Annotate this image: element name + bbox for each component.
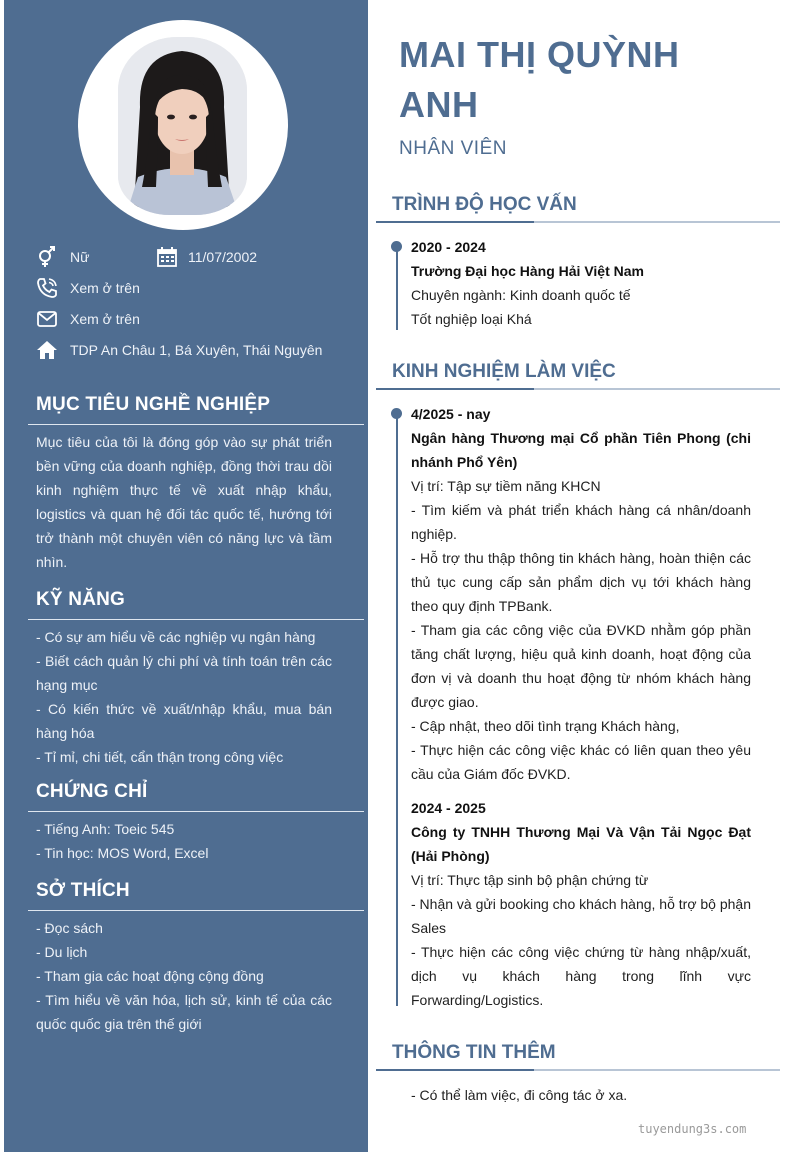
dob-text: 11/07/2002 [188,249,258,265]
gender-icon [36,246,58,268]
job-date: 4/2025 - nay [411,406,491,422]
timeline-line [396,413,398,1006]
address-text: TDP An Châu 1, Bá Xuyên, Thái Nguyên [70,342,323,358]
list-item: - Có sự am hiểu về các nghiệp vụ ngân hàng [36,629,316,645]
phone-row [36,277,140,299]
list-item: - Du lịch [36,944,88,960]
experience-entry [411,796,751,1012]
address-row [36,339,322,361]
home-icon [36,339,58,361]
job-task: - Thực hiện các công việc chứng từ hàng nhập/xuất, dịch vụ khách hàng trong lĩnh vực Forwarding/Logistics. [411,944,751,1008]
job-task: - Hỗ trợ thu thập thông tin khách hàng, hoàn thiện các thủ tục cung cấp sản phẩm dịch vụ tới khách hàng theo quy định TPBank. [411,550,751,614]
education-entry [411,235,751,331]
skills-list [36,625,332,769]
gender-text: Nữ [70,249,90,265]
avatar-frame [78,20,288,230]
list-item: - Tìm hiểu về văn hóa, lịch sử, kinh tế của các quốc quốc gia trên thế giới [36,992,332,1032]
certificates-divider [28,811,364,812]
phone-text: Xem ở trên [70,280,140,296]
dob-row [156,246,257,268]
hobbies-list [36,916,332,1036]
skills-divider [28,619,364,620]
education-divider-accent [376,221,534,223]
timeline-line [396,246,398,330]
job-task: - Thực hiện các công việc khác có liên quan theo yêu cầu của Giám đốc ĐVKD. [411,742,751,782]
job-company: Công ty TNHH Thương Mại Và Vận Tải Ngọc Đạt (Hải Phòng) [411,824,751,864]
job-task: - Cập nhật, theo dõi tình trạng Khách hàng, [411,718,680,734]
email-row [36,308,140,330]
list-item: - Tham gia các hoạt động cộng đồng [36,968,264,984]
education-date: 2020 - 2024 [411,239,486,255]
job-position: Vị trí: Tập sự tiềm năng KHCN [411,478,601,494]
job-task: - Nhận và gửi booking cho khách hàng, hỗ trợ bộ phận Sales [411,896,751,936]
objective-heading: MỤC TIÊU NGHỀ NGHIỆP [36,394,271,415]
additional-text: - Có thể làm việc, đi công tác ở xa. [411,1087,628,1103]
job-task: - Tham gia các công việc của ĐVKD nhằm góp phần tăng chất lượng, hiệu quả kinh doanh, hoạt động của đơn vị và doanh thu hoạt động từ nhóm khách hàng được giao. [411,622,751,710]
education-heading: TRÌNH ĐỘ HỌC VẤN [392,194,577,215]
hobbies-heading: SỞ THÍCH [36,880,130,901]
list-item: - Biết cách quản lý chi phí và tính toán trên các hạng mục [36,653,332,693]
list-item: - Có kiến thức về xuất/nhập khẩu, mua bán hàng hóa [36,701,332,741]
list-item: - Tin học: MOS Word, Excel [36,845,209,861]
hobbies-divider [28,910,364,911]
objective-divider [28,424,364,425]
skills-heading: KỸ NĂNG [36,589,126,610]
watermark: tuyendung3s.com [638,1122,747,1136]
additional-heading: THÔNG TIN THÊM [392,1042,556,1063]
certificates-list [36,817,332,865]
job-position: Vị trí: Thực tập sinh bộ phận chứng từ [411,872,649,888]
education-grade: Tốt nghiệp loại Khá [411,311,532,327]
job-task: - Tìm kiếm và phát triển khách hàng cá nhân/doanh nghiệp. [411,502,751,542]
gender-row [36,246,89,268]
education-school: Trường Đại học Hàng Hải Việt Nam [411,263,644,279]
candidate-name: MAI THỊ QUỲNH ANH [399,34,680,125]
objective-text: Mục tiêu của tôi là đóng góp vào sự phát triển bền vững của doanh nghiệp, đồng thời trau dồi kinh nghiệm thực tế về xuất nhập khẩu, logistics và quan hệ đối tác quốc tế, hướng tới trở thành một chuyên viên có năng lực và tầm nhìn. [36,434,332,570]
calendar-icon [156,246,178,268]
job-company: Ngân hàng Thương mại Cổ phần Tiên Phong (chi nhánh Phổ Yên) [411,430,751,470]
list-item: - Đọc sách [36,920,103,936]
experience-entry [411,402,751,786]
list-item: - Tỉ mỉ, chi tiết, cẩn thận trong công việc [36,749,284,765]
job-date: 2024 - 2025 [411,800,486,816]
phone-icon [36,277,58,299]
additional-divider-accent [376,1069,534,1071]
avatar [118,37,247,215]
experience-divider-accent [376,388,534,390]
mail-icon [36,308,58,330]
certificates-heading: CHỨNG CHỈ [36,781,148,802]
list-item: - Tiếng Anh: Toeic 545 [36,821,175,837]
email-text: Xem ở trên [70,311,140,327]
education-major: Chuyên ngành: Kinh doanh quốc tế [411,287,631,303]
candidate-role: NHÂN VIÊN [399,138,507,159]
experience-heading: KINH NGHIỆM LÀM VIỆC [392,361,616,382]
